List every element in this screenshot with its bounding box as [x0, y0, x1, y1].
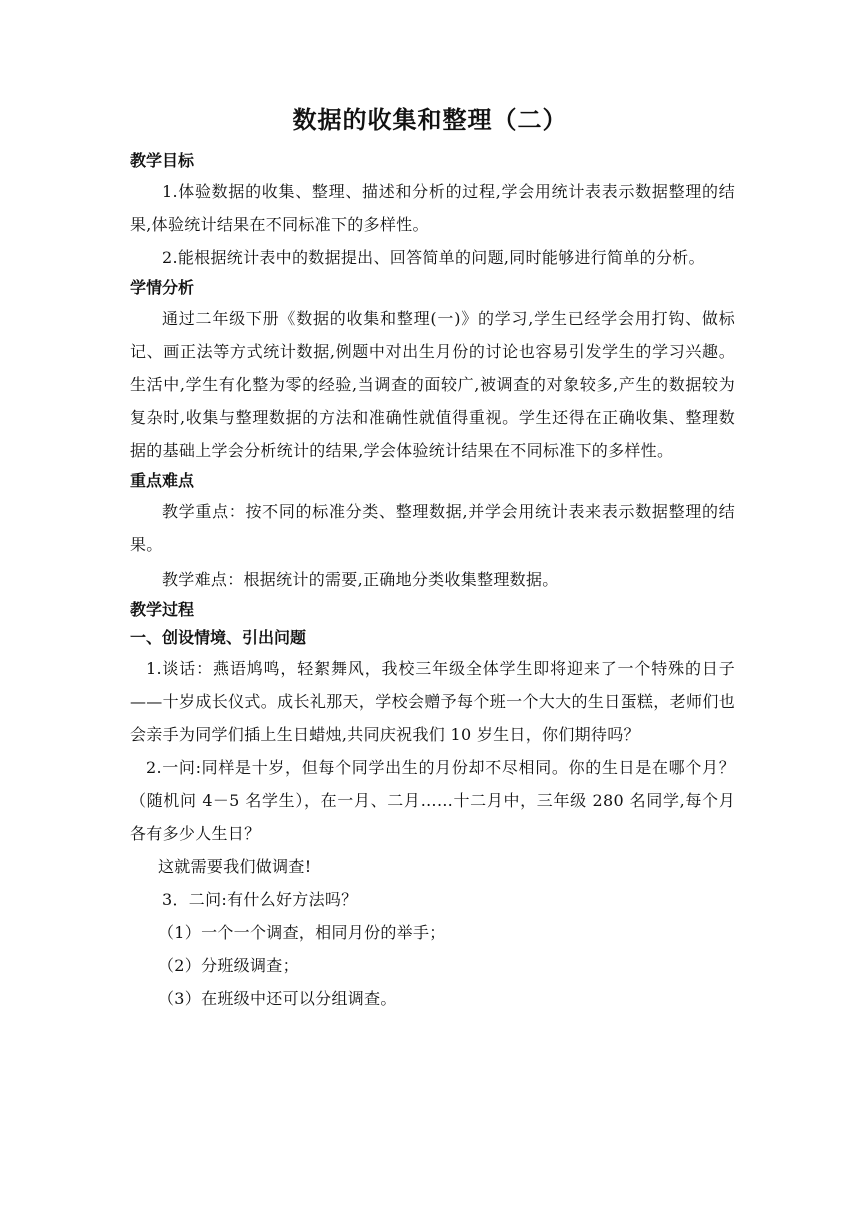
keypoint-difficulty: 教学难点：根据统计的需要,正确地分类收集整理数据。 — [162, 570, 559, 589]
process-paragraph-3: 这就需要我们做调查! — [158, 857, 312, 876]
process-paragraph-1: 1.谈话：燕语鸠鸣，轻絮舞风，我校三年级全体学生即将迎来了一个特殊的日子——十岁成长仪式。成长礼那天，学校会赠予每个班一个大大的生日蛋糕，老师们也会亲手为同学们插上生日蜡烛,共同庆祝我们 10 岁生日，你们期待吗？ — [130, 659, 735, 744]
document-title: 数据的收集和整理（二） — [292, 106, 568, 134]
analysis-paragraph: 通过二年级下册《数据的收集和整理(一)》的学习,学生已经学会用打钩、做标记、画正法等方式统计数据,例题中对出生月份的讨论也容易引发学生的学习兴趣。生活中,学生有化整为零的经验,当调查的面较广,被调查的对象较多,产生的数据较为复杂时,收集与整理数据的方法和准确性就值得重视。学生还得在正确收集、整理数据的基础上学会分析统计的结果,学会体验统计结果在不同标准下的多样性。 — [130, 309, 735, 460]
process-paragraph-4: 3．二问:有什么好方法吗？ — [162, 890, 358, 909]
objective-2: 2.能根据统计表中的数据提出、回答简单的问题,同时能够进行简单的分析。 — [162, 248, 705, 267]
process-paragraph-2: 2.一问:同样是十岁，但每个同学出生的月份却不尽相同。你的生日是在哪个月？（随机问 4－5 名学生），在一月、二月……十二月中，三年级 280 名同学,每个月各有多少人生日？ — [130, 758, 735, 843]
objective-1: 1.体验数据的收集、整理、描述和分析的过程,学会用统计表表示数据整理的结果,体验统计结果在不同标准下的多样性。 — [130, 182, 735, 234]
heading-keypoints: 重点难点 — [130, 471, 195, 490]
process-list-item-2: （2）分班级调查； — [158, 956, 299, 975]
subheading-situation: 一、创设情境、引出问题 — [130, 628, 307, 647]
process-list-item-3: （3）在班级中还可以分组调查。 — [158, 989, 397, 1008]
document-body — [130, 147, 735, 1015]
heading-analysis: 学情分析 — [130, 278, 195, 297]
process-list-item-1: （1）一个一个调查，相同月份的举手； — [158, 923, 446, 942]
keypoint-focus: 教学重点：按不同的标准分类、整理数据,并学会用统计表来表示数据整理的结果。 — [130, 502, 735, 554]
heading-process: 教学过程 — [130, 600, 195, 619]
heading-objectives: 教学目标 — [130, 151, 195, 170]
